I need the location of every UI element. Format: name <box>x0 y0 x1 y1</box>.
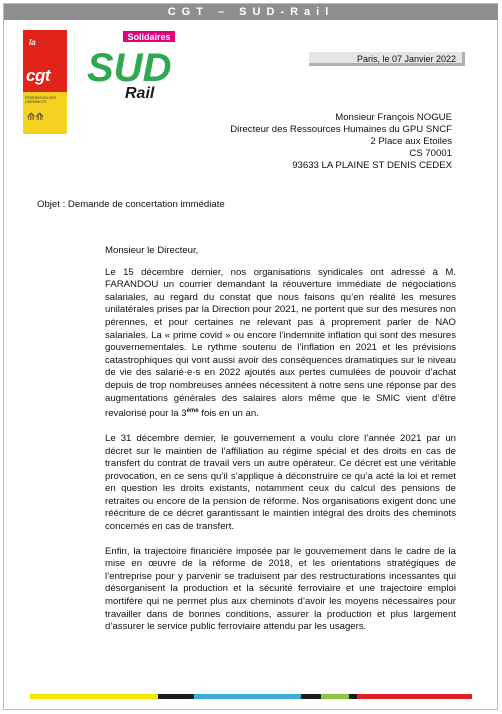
sud-logo-sud: SUD <box>87 46 172 90</box>
footer-strip-black-3 <box>349 694 357 699</box>
recipient-city: 93633 LA PLAINE ST DENIS CEDEX <box>292 160 452 171</box>
recipient-street: 2 Place aux Etoiles <box>370 136 452 147</box>
sud-logo-rail: Rail <box>125 85 155 101</box>
letter-paragraph-3: Enfin, la trajectoire financière imposée par le gouvernement dans le cadre de la mise en œuvre de la réforme de 2018, et les orientations stratégiques de l’entreprise pour y parvenir se traduisent par des restructurations incessantes qui désorganisent la production et la sécurité ferroviaire et une trajectoire emploi mortifère qui ne permet plus aux cheminots d’avoir les moyens nécessaires pour travailler dans de bonnes conditions, assurer la production et plus largement d’assurer le service public ferroviaire attendu par les usagers. <box>105 545 456 633</box>
footer-strip-blue <box>194 694 301 699</box>
cgt-logo <box>23 30 67 134</box>
footer-strip-red <box>357 694 472 699</box>
cgt-logo-mark: la <box>29 38 36 47</box>
paragraph-1-end: fois en un an. <box>198 408 259 420</box>
letter-date: Paris, le 07 Janvier 2022 <box>309 52 465 66</box>
cgt-logo-red-block <box>23 30 67 92</box>
paragraph-1-text: Le 15 décembre dernier, nos organisations syndicales ont adressé à M. FARANDOU un courrier demandant la réouverture immédiate de négociations salariales, au regard du constat que nous faisons qu’en réalité les mesures unilatérales prises par la Direction pour 2021, ne portent que sur des mesures non pérennes, et pour certaines ne relevant pas à proprement parler de NAO salariales. La « prime covid » ou encore l’indemnité inflation qui sont des mesures gouvernementales. Le rythme soutenu de l’inflation en 2021 et les prévisions catastrophiques qui vont aussi avoir des conséquences dramatiques sur le niveau de vie des salarié·e·s en 2022 ajoutés aux pertes cumulées de pouvoir d’achat depuis de trop nombreuses années nécessitent à notre sens une réponse par des augmentations générales des salaires alors même que le SMIC vient d’être revalorisé pour la 3 <box>105 266 456 420</box>
footer-strip-green <box>321 694 349 699</box>
footer-strip-yellow <box>30 694 158 699</box>
recipient-title: Directeur des Ressources Humaines du GPU SNCF <box>230 124 452 135</box>
recipient-address <box>230 112 452 172</box>
footer-strip-black-1 <box>158 694 194 699</box>
cgt-train-icon: ⟰⟰ <box>27 112 44 123</box>
cgt-logo-caption: FÉDÉRATION DES CHEMINOTS <box>25 96 57 104</box>
letter-salutation: Monsieur le Directeur, <box>105 245 199 256</box>
paragraph-1-superscript: ème <box>186 408 199 415</box>
recipient-name: Monsieur François NOGUE <box>335 112 452 123</box>
cgt-logo-text: cgt <box>26 66 50 85</box>
footer-strip-black-2 <box>301 694 321 699</box>
header-banner: CGT – SUD-Rail <box>4 4 498 20</box>
letter-subject: Objet : Demande de concertation immédiate <box>37 199 225 210</box>
letter-paragraph-1 <box>105 267 456 421</box>
recipient-cs: CS 70001 <box>409 148 452 159</box>
sud-rail-logo <box>85 29 177 101</box>
letter-body <box>105 245 456 646</box>
sud-logo-solidaires: Solidaires <box>127 32 171 42</box>
letter-paragraph-2: Le 31 décembre dernier, le gouvernement a voulu clore l’année 2021 par un décret sur le maintien de l’affiliation au régime spécial et des droits en cas de transfert du contrat de travail vers un autre opérateur. Ce décret est une véritable provocation, en ce sens qu’il s’applique à déconstruire ce qu’a acté la loi et remet en question les droits existants, notamment ceux du calcul des pensions de retraites ou encore de la pension de réforme. Nos organisations exigent donc une réécriture de ce décret garantissant le maintien intégral des droits des cheminots concernés en cas de transfert. <box>105 432 456 533</box>
